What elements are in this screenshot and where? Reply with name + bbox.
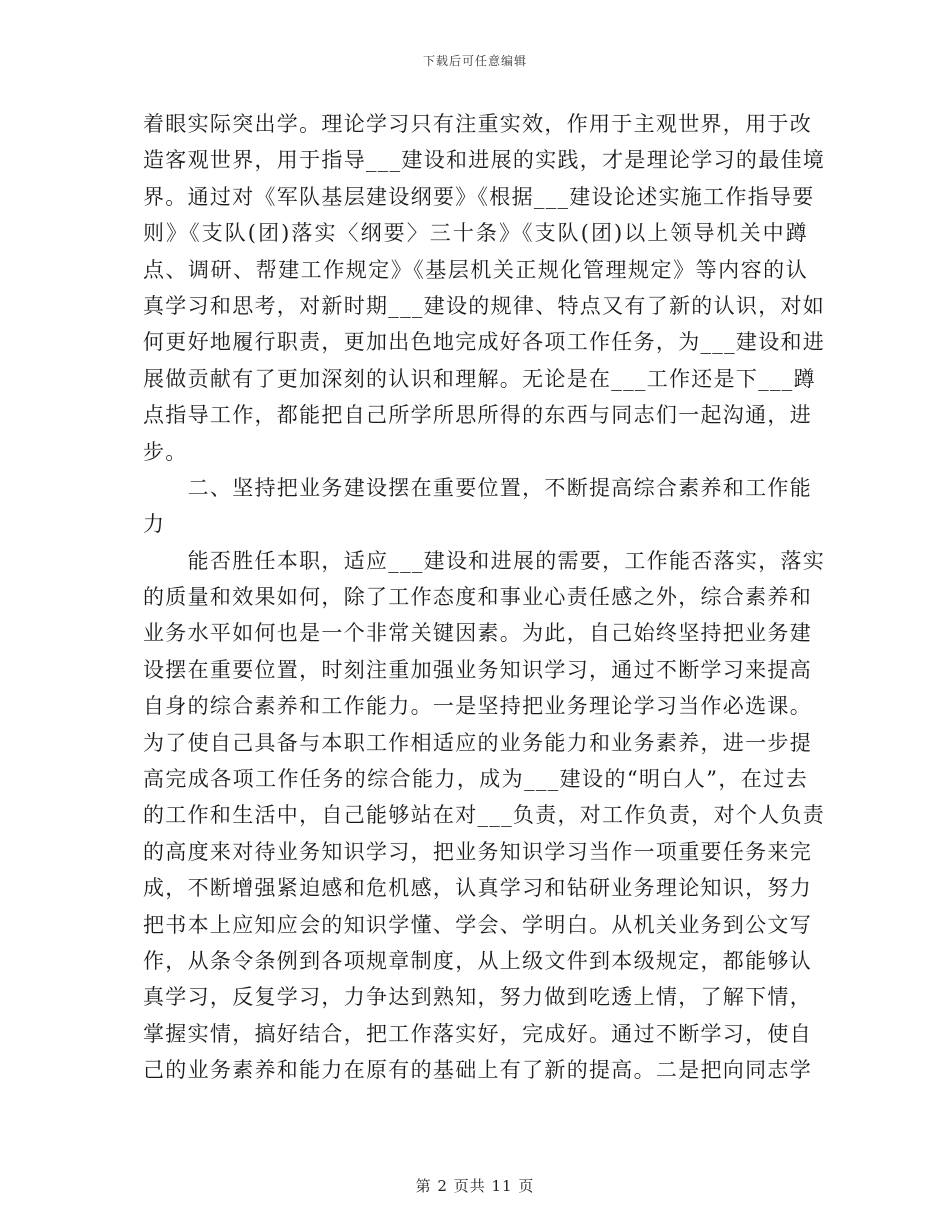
text-line: 点、调研、帮建工作规定》《基层机关正规化管理规定》等内容的认 — [143, 257, 808, 282]
page-header: 下载后可任意编辑 — [422, 54, 527, 68]
text-line: 的工作和生活中，自己能够站在对___负责，对工作负责，对个人负责 — [143, 803, 826, 828]
text-line: 展做贡献有了更加深刻的认识和理解。无论是在___工作还是下___蹲 — [143, 366, 816, 391]
text-line: 步。 — [143, 439, 188, 464]
text-line: 业务水平如何也是一个非常关键因素。为此，自己始终坚持把业务建 — [143, 621, 812, 646]
text-line: 则》《支队(团)落实〈纲要〉三十条》《支队(团)以上领导机关中蹲 — [143, 221, 808, 246]
section-heading-line: 力 — [143, 512, 166, 537]
text-line: 着眼实际突出学。理论学习只有注重实效，作用于主观世界，用于改 — [143, 112, 812, 136]
text-line: 作，从条令条例到各项规章制度，从上级文件到本级规定，都能够认 — [143, 948, 812, 973]
text-line: 自身的综合素养和工作能力。一是坚持把业务理论学习当作必选课。 — [143, 694, 812, 719]
document-body — [143, 106, 826, 1089]
text-line: 把书本上应知应会的知识学懂、学会、学明白。从机关业务到公文写 — [143, 912, 812, 937]
section-heading-line: 二、坚持把业务建设摆在重要位置，不断提高综合素养和工作能 — [143, 475, 812, 500]
text-line: 高完成各项工作任务的综合能力，成为___建设的“明白人”，在过去 — [143, 767, 808, 792]
text-line: 己的业务素养和能力在原有的基础上有了新的提高。二是把向同志学 — [143, 1058, 812, 1083]
text-line: 成，不断增强紧迫感和危机感，认真学习和钻研业务理论知识，努力 — [143, 876, 812, 901]
text-line: 造客观世界，用于指导___建设和进展的实践，才是理论学习的最佳境 — [143, 148, 826, 173]
text-line: 界。通过对《军队基层建设纲要》《根据___建设论述实施工作指导要 — [143, 184, 815, 209]
page-footer: 第 2 页共 11 页 — [415, 1177, 535, 1195]
text-line: 的高度来对待业务知识学习，把业务知识学习当作一项重要任务来完 — [143, 839, 812, 864]
text-line: 真学习和思考，对新时期___建设的规律、特点又有了新的认识，对如 — [143, 293, 826, 318]
text-line: 真学习，反复学习，力争达到熟知，努力做到吃透上情，了解下情， — [143, 985, 812, 1010]
text-line: 掌握实情，搞好结合，把工作落实好，完成好。通过不断学习，使自 — [143, 1021, 812, 1046]
text-line: 能否胜任本职，适应___建设和进展的需要，工作能否落实，落实 — [143, 548, 826, 573]
text-line: 点指导工作，都能把自己所学所思所得的东西与同志们一起沟通，进 — [143, 403, 812, 428]
text-line: 为了使自己具备与本职工作相适应的业务能力和业务素养，进一步提 — [143, 730, 812, 755]
text-line: 设摆在重要位置，时刻注重加强业务知识学习，通过不断学习来提高 — [143, 657, 812, 682]
text-line: 的质量和效果如何，除了工作态度和事业心责任感之外，综合素养和 — [143, 585, 812, 610]
text-line: 何更好地履行职责，更加出色地完成好各项工作任务，为___建设和进 — [143, 330, 826, 355]
